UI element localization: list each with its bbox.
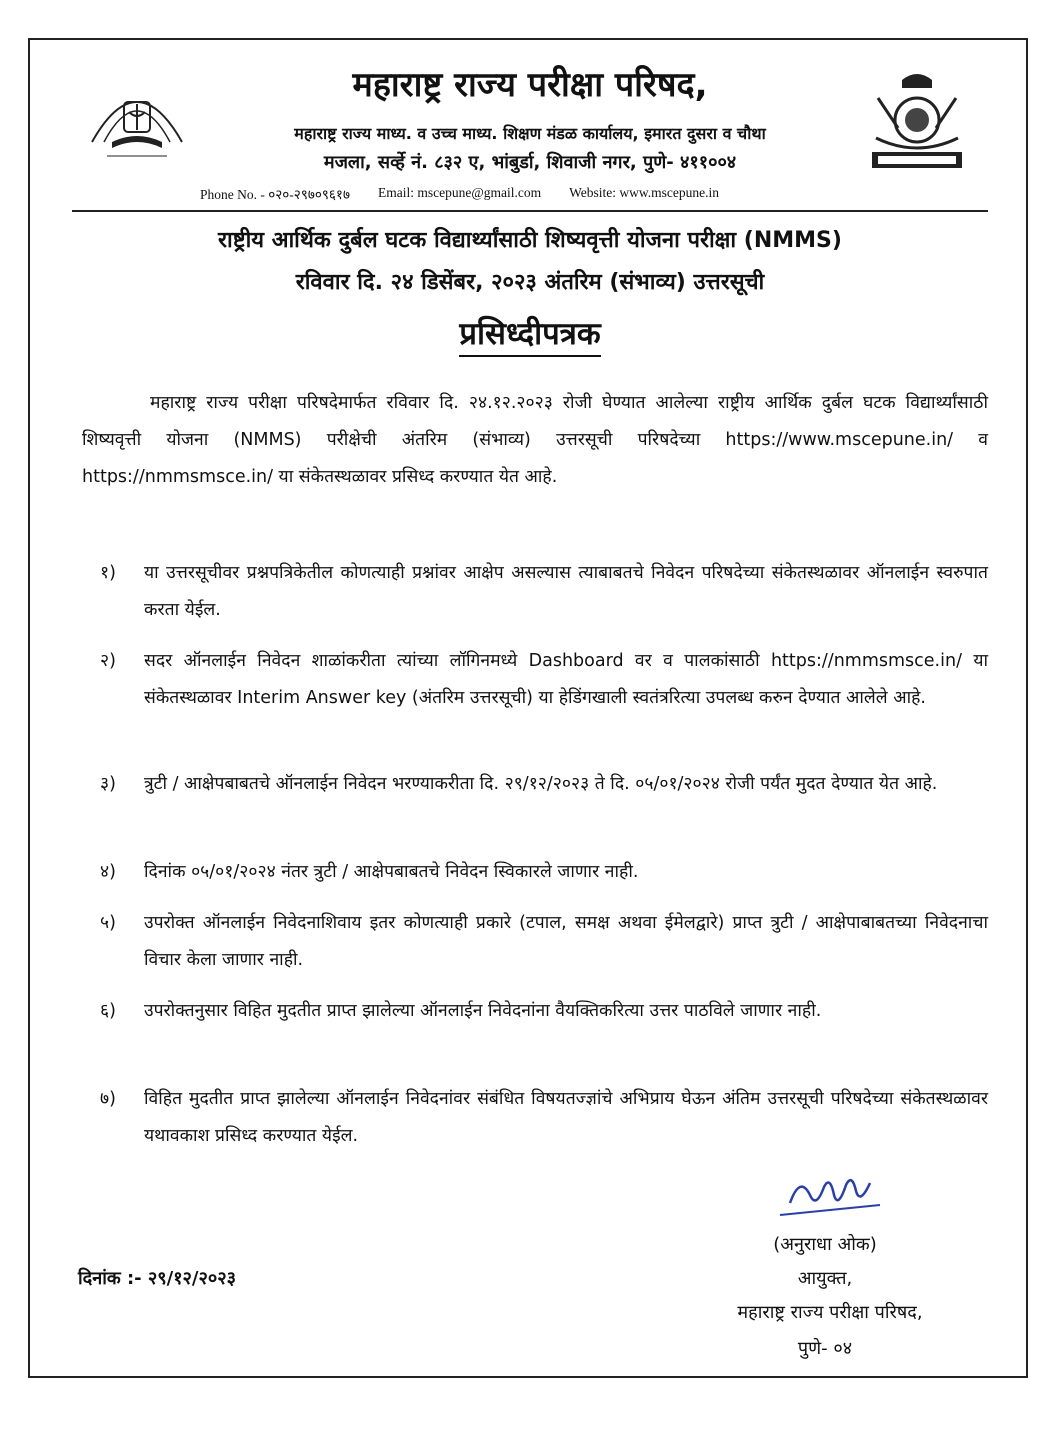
document-type-heading <box>40 312 1020 354</box>
council-logo-left <box>82 72 192 172</box>
signatory-name: (अनुराधा ओक) <box>773 1234 877 1255</box>
item-text: विहित मुदतीत प्राप्त झालेल्या ऑनलाईन निवेदनांवर संबंधित विषयतज्ज्ञांचे अभिप्राय घेऊन अंतिम उत्तरसूची परिषदेच्या संकेतस्थळावर यथावकाश प्रसिध्द करण्यात येईल. <box>144 1089 988 1146</box>
website-address: Website: www.mscepune.in <box>569 185 719 200</box>
item-number: १) <box>100 563 116 583</box>
item-number: ७) <box>100 1089 116 1109</box>
signature-mark <box>770 1165 890 1225</box>
address-line-1: महाराष्ट्र राज्य माध्य. व उच्च माध्य. शिक्षण मंडळ कार्यालय, इमारत दुसरा व चौथा <box>294 124 766 143</box>
address-line-2: मजला, सर्व्हे नं. ८३२ ए, भांबुर्डा, शिवाजी नगर, पुणे- ४११००४ <box>323 152 737 173</box>
item-text: उपरोक्तनुसार विहित मुदतीत प्राप्त झालेल्या ऑनलाईन निवेदनांना वैयक्तिकरित्या उत्तर पाठविले जाणार नाही. <box>144 1001 822 1021</box>
item-number: ६) <box>100 1001 116 1021</box>
item-text: सदर ऑनलाईन निवेदन शाळांकरीता त्यांच्या लॉगिनमध्ये Dashboard वर व पालकांसाठी https://nmmsmsce.in/ या संकेतस्थळावर Interim Answer key (अंतरिम उत्तरसूची) या हेडिंगखाली स्वतंत्ररित्या उपलब्ध करुन देण्यात आलेले आहे. <box>144 651 988 708</box>
item-text: उपरोक्त ऑनलाईन निवेदनाशिवाय इतर कोणत्याही प्रकारे (टपाल, समक्ष अथवा ईमेलद्वारे) प्राप्त त्रुटी / आक्षेपाबाबतच्या निवेदनाचा विचार केला जाणार नाही. <box>144 913 988 970</box>
org-name: महाराष्ट्र राज्य परीक्षा परिषद, <box>352 65 708 105</box>
email-address: Email: mscepune@gmail.com <box>377 185 542 200</box>
list-item <box>100 905 988 979</box>
list-item <box>100 555 988 629</box>
signatory-organization: महाराष्ट्र राज्य परीक्षा परिषद, <box>737 1302 923 1323</box>
list-item <box>100 854 988 891</box>
state-emblem-right <box>858 68 976 178</box>
contact-line <box>200 185 900 203</box>
item-text: दिनांक ०५/०१/२०२४ नंतर त्रुटी / आक्षेपबाबतचे निवेदन स्विकारले जाणार नाही. <box>144 862 639 882</box>
document-type-label: प्रसिध्दीपत्रक <box>459 316 600 357</box>
item-text: त्रुटी / आक्षेपबाबतचे ऑनलाईन निवेदन भरण्याकरीता दि. २९/१२/२०२३ ते दि. ०५/०१/२०२४ रोजी पर्यंत मुदत देण्यात येत आहे. <box>144 774 938 794</box>
list-item <box>100 1081 988 1155</box>
item-text: या उत्तरसूचीवर प्रश्नपत्रिकेतील कोणत्याही प्रश्नांवर आक्षेप असल्यास त्याबाबतचे निवेदन परिषदेच्या संकेतस्थळावर ऑनलाईन स्वरुपात करता येईल. <box>144 563 988 620</box>
item-number: ५) <box>100 913 116 933</box>
intro-paragraph <box>82 385 988 496</box>
phone-number: Phone No. - ०२०-२९७०९६१७ <box>200 187 350 202</box>
subject-line-2: रविवार दि. २४ डिसेंबर, २०२३ अंतरिम (संभाव्य) उत्तरसूची <box>295 270 765 295</box>
list-item <box>100 993 988 1030</box>
issue-date: दिनांक :- २९/१२/२०२३ <box>78 1268 236 1289</box>
header-divider <box>72 210 988 212</box>
item-number: ४) <box>100 862 116 882</box>
subject-line-1: राष्ट्रीय आर्थिक दुर्बल घटक विद्यार्थ्यांसाठी शिष्यवृत्ती योजना परीक्षा (NMMS) <box>218 228 842 253</box>
signatory-designation: आयुक्त, <box>797 1268 853 1289</box>
intro-text: महाराष्ट्र राज्य परीक्षा परिषदेमार्फत रविवार दि. २४.१२.२०२३ रोजी घेण्यात आलेल्या राष्ट्रीय आर्थिक दुर्बल घटक विद्यार्थ्यांसाठी शिष्यवृत्ती योजना (NMMS) परीक्षेची अंतरिम (संभाव्य) उत्तरसूची परिषदेच्या https://www.mscepune.in/ व https://nmmsmsce.in/ या संकेतस्थळावर प्रसिध्द करण्यात येत आहे. <box>82 393 988 487</box>
item-number: ३) <box>100 774 116 794</box>
signatory-city: पुणे- ०४ <box>797 1338 853 1359</box>
item-number: २) <box>100 651 116 671</box>
list-item <box>100 643 988 717</box>
list-item <box>100 766 988 803</box>
